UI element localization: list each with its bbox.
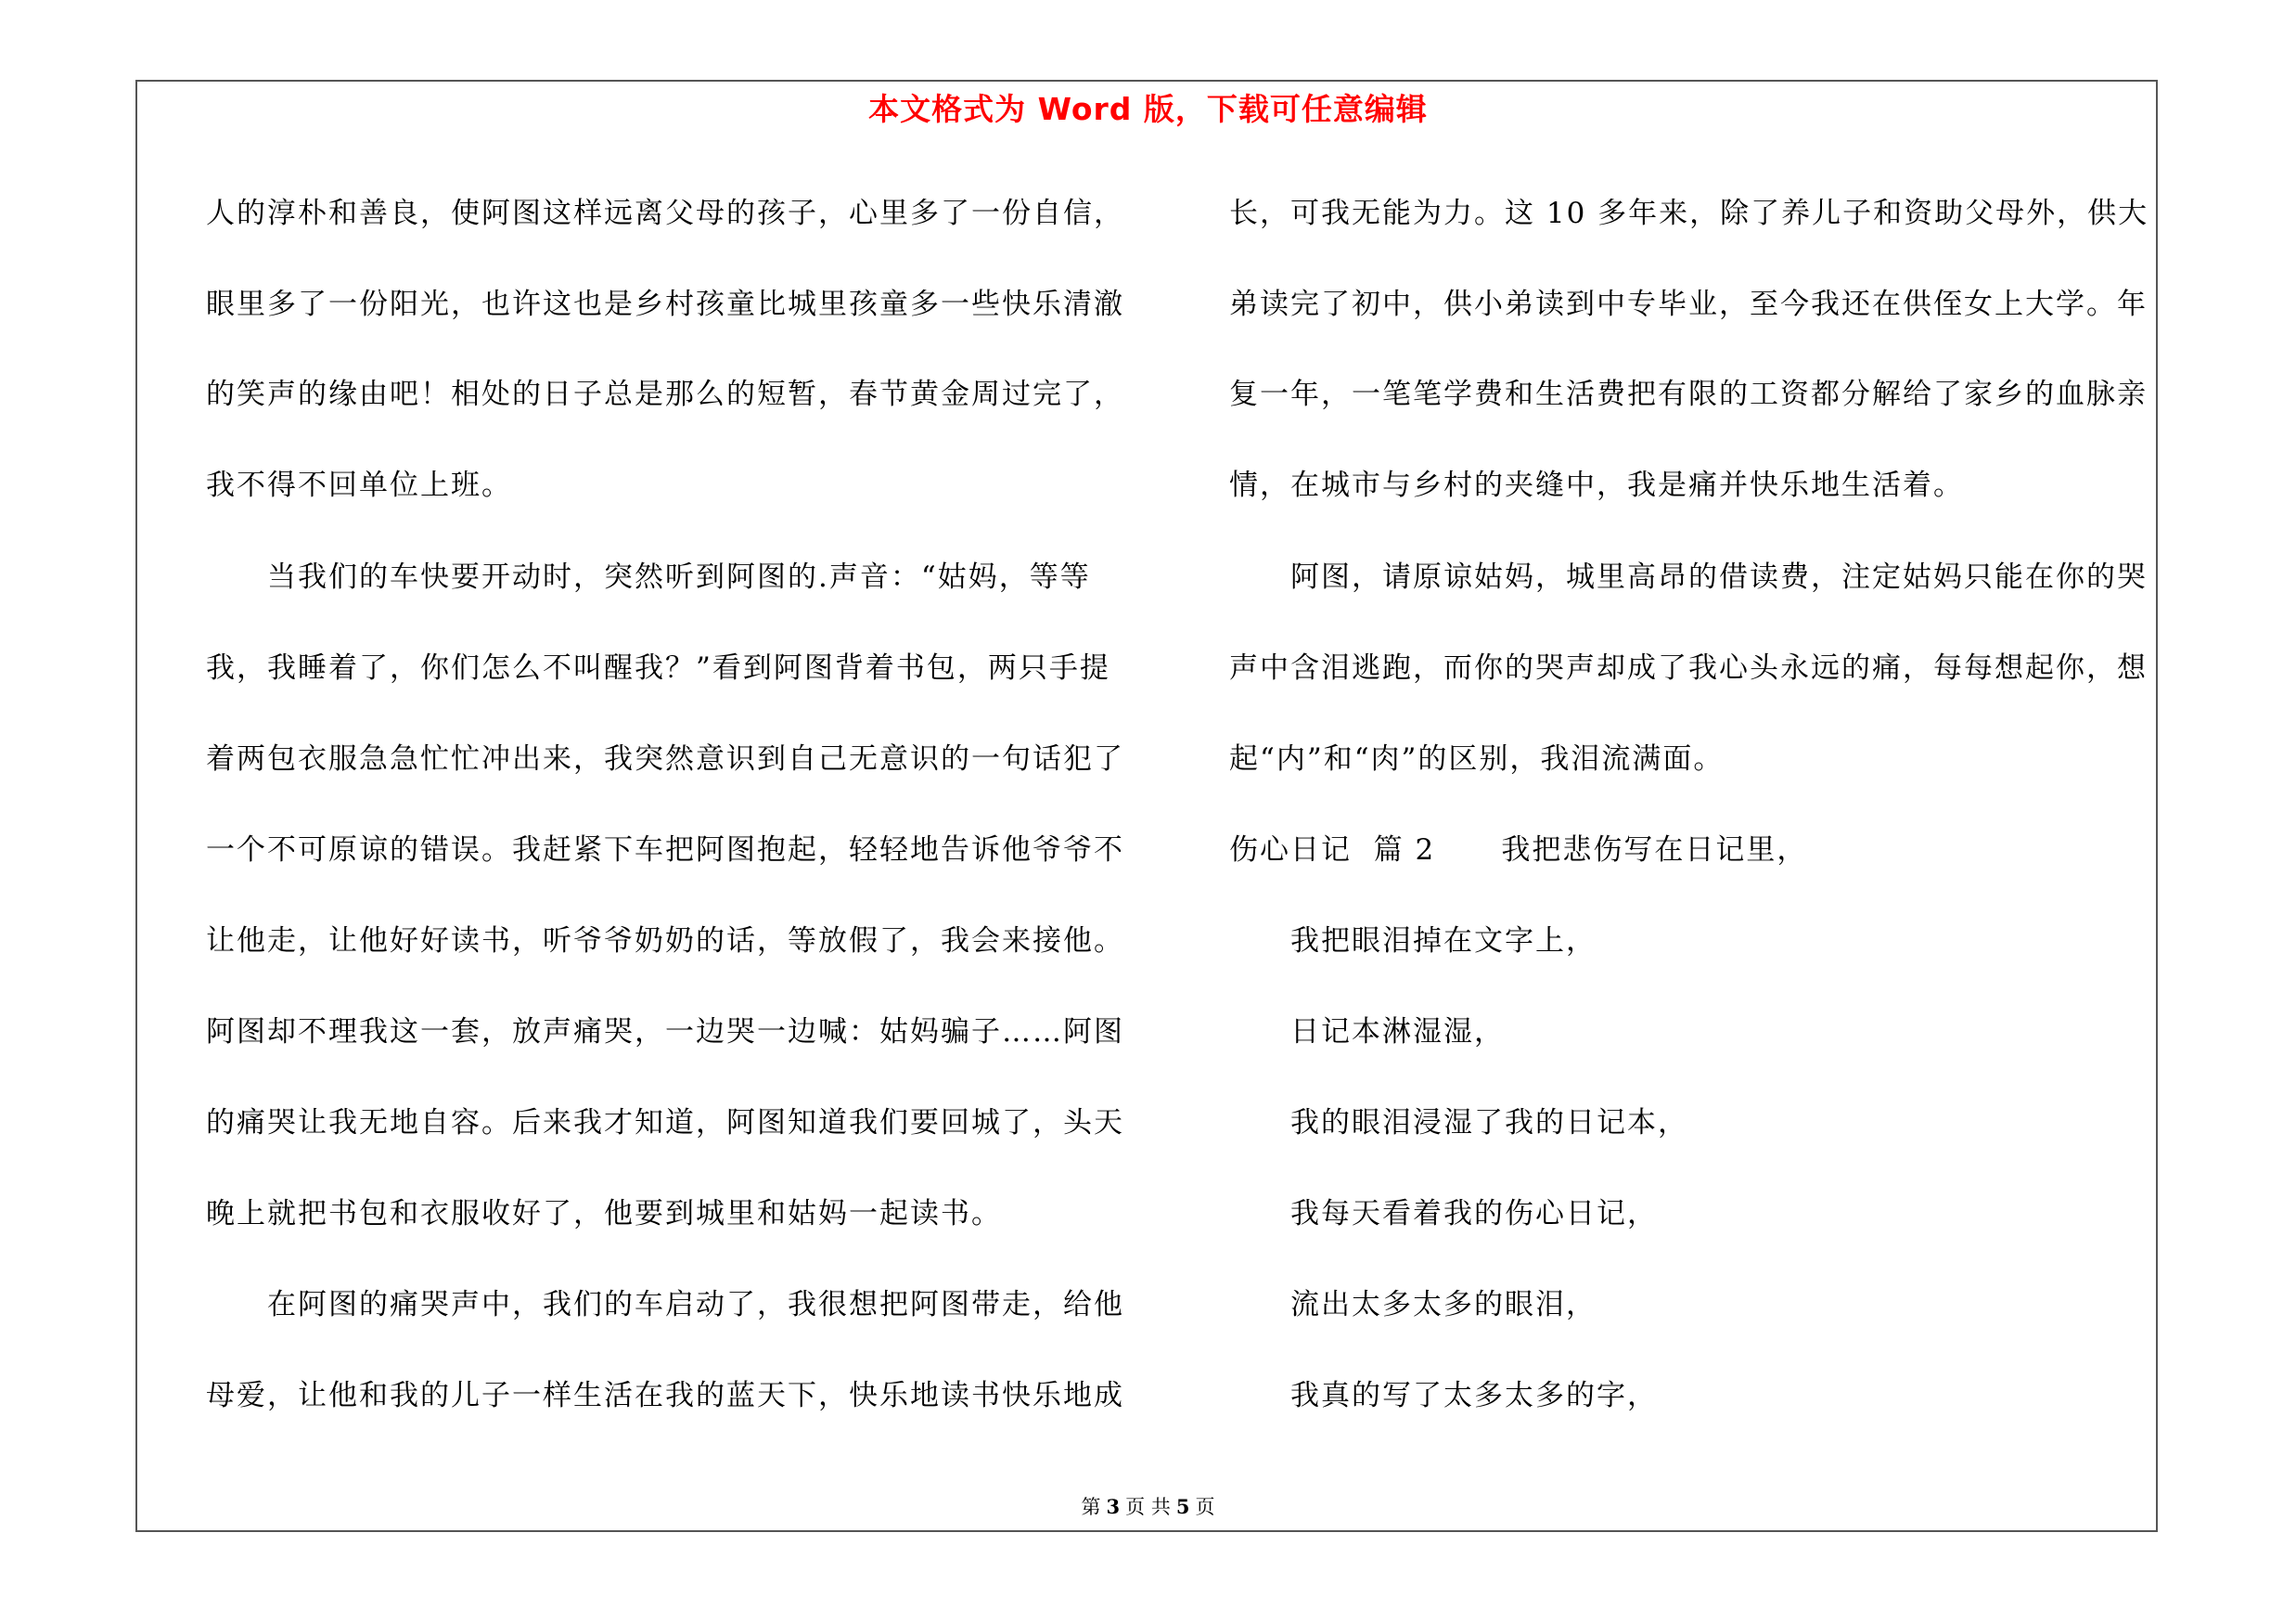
text-line: 人的淳朴和善良，使阿图这样远离父母的孩子，心里多了一份自信， [206, 197, 1124, 230]
text-line: 一个不可原谅的错误。我赶紧下车把阿图抱起，轻轻地告诉他爷爷不 [206, 833, 1124, 867]
text-line: 起“内”和“肉”的区别，我泪流满面。 [1229, 742, 1725, 776]
section-heading-line: 伤心日记 篇 2 我把悲伤写在日记里， [1229, 833, 1808, 867]
text-line: 的痛哭让我无地自容。后来我才知道，阿图知道我们要回城了，头天 [206, 1106, 1124, 1140]
text-line: 长，可我无能为力。这 10 多年来，除了养儿子和资助父母外，供大 [1229, 197, 2149, 230]
text-line: 我不得不回单位上班。 [206, 469, 512, 502]
word-format-banner: 本文格式为 Word 版，下载可任意编辑 [868, 91, 1428, 127]
text-line: 阿图却不理我这一套，放声痛哭，一边哭一边喊：姑妈骗子……阿图 [206, 1015, 1124, 1049]
text-line: 弟读完了初中，供小弟读到中专毕业，至今我还在供侄女上大学。年 [1229, 288, 2148, 321]
paragraph-first-line: 阿图，请原谅姑妈，城里高昂的借读费，注定姑妈只能在你的哭 [1290, 560, 2148, 594]
page-mid: 页 共 [1125, 1496, 1171, 1518]
text-line: 复一年，一笔笔学费和生活费把有限的工资都分解给了家乡的血脉亲 [1229, 378, 2148, 411]
poem-line: 日记本淋湿湿， [1290, 1015, 1505, 1049]
text-line: 声中含泪逃跑，而你的哭声却成了我心头永远的痛，每每想起你，想 [1229, 651, 2148, 685]
current-page-number: 3 [1106, 1495, 1121, 1518]
poem-line: 我的眼泪浸湿了我的日记本， [1290, 1106, 1688, 1140]
paragraph-first-line: 在阿图的痛哭声中，我们的车启动了，我很想把阿图带走，给他 [267, 1288, 1124, 1321]
page-prefix: 第 [1081, 1496, 1101, 1518]
text-line: 母爱，让他和我的儿子一样生活在我的蓝天下，快乐地读书快乐地成 [206, 1379, 1124, 1412]
text-line: 我，我睡着了，你们怎么不叫醒我？”看到阿图背着书包，两只手提 [206, 651, 1110, 685]
text-line: 着两包衣服急急忙忙冲出来，我突然意识到自己无意识的一句话犯了 [206, 742, 1124, 776]
text-line: 情，在城市与乡村的夹缝中，我是痛并快乐地生活着。 [1229, 469, 1964, 502]
text-line: 的笑声的缘由吧！相处的日子总是那么的短暂，春节黄金周过完了， [206, 378, 1124, 411]
page-suffix: 页 [1195, 1496, 1215, 1518]
text-line: 让他走，让他好好读书，听爷爷奶奶的话，等放假了，我会来接他。 [206, 924, 1124, 958]
poem-line: 我把眼泪掉在文字上， [1290, 924, 1597, 958]
paragraph-first-line: 当我们的车快要开动时，突然听到阿图的.声音：“姑妈，等等 [267, 560, 1091, 594]
total-pages-number: 5 [1175, 1495, 1190, 1518]
poem-line: 我每天看着我的伤心日记， [1290, 1197, 1658, 1230]
text-line: 眼里多了一份阳光，也许这也是乡村孩童比城里孩童多一些快乐清澈 [206, 288, 1124, 321]
poem-line: 我真的写了太多太多的字， [1290, 1379, 1658, 1412]
poem-line: 流出太多太多的眼泪， [1290, 1288, 1597, 1321]
page-number-footer [0, 1492, 2296, 1520]
text-line: 晚上就把书包和衣服收好了，他要到城里和姑妈一起读书。 [206, 1197, 1002, 1230]
